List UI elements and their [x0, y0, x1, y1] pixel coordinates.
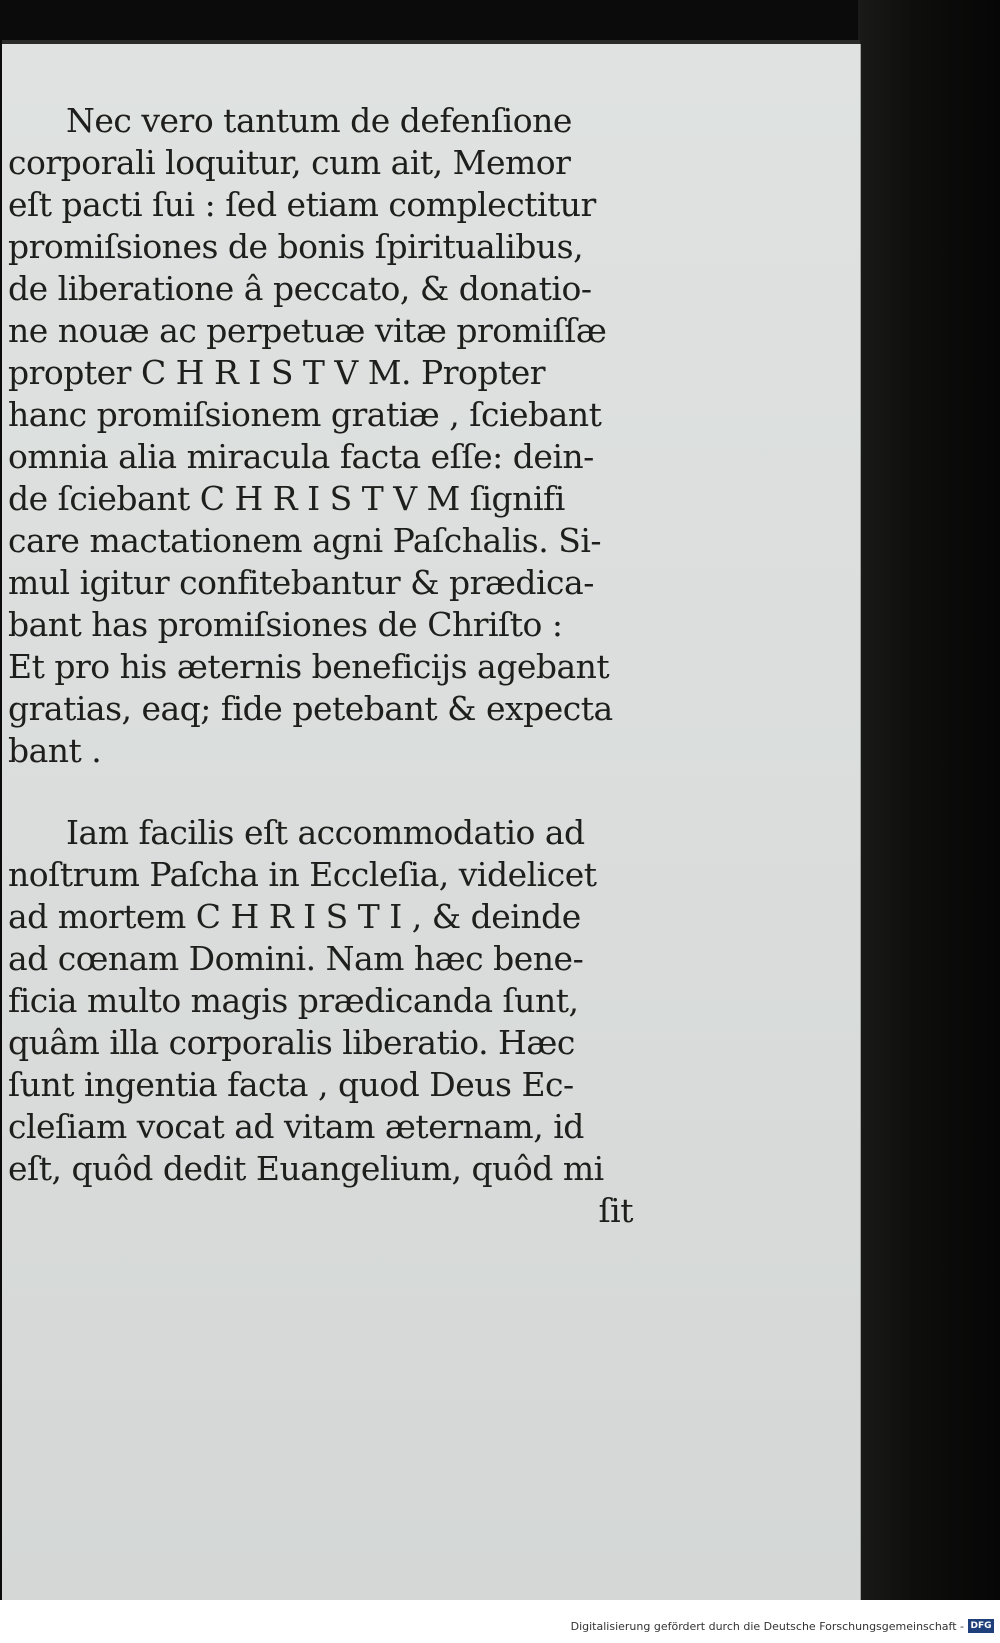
- text-line: corporali loquitur, cum ait, Memor: [8, 143, 571, 182]
- scan-backdrop-right: [858, 0, 1000, 1600]
- digitization-footer: [0, 1600, 1000, 1643]
- text-line: bant has promiſsiones de Chriſto :: [8, 605, 563, 644]
- text-line: ficia multo magis prædicanda ſunt,: [8, 981, 579, 1020]
- text-line: noſtrum Paſcha in Eccleſia, videlicet: [8, 855, 597, 894]
- paragraph-2: [8, 812, 633, 1232]
- text-line: quâm illa corporalis liberatio. Hæc: [8, 1023, 575, 1062]
- text-line: omnia alia miracula facta eſſe: dein-: [8, 437, 594, 476]
- catchword: ſit: [598, 1191, 633, 1230]
- text-line: Et pro his æternis beneficijs agebant: [8, 647, 610, 686]
- dfg-logo-icon: DFG: [968, 1619, 994, 1633]
- text-line: promiſsiones de bonis ſpiritualibus,: [8, 227, 584, 266]
- text-line: propter C H R I S T V M. Propter: [8, 353, 546, 392]
- text-line: ad cœnam Domini. Nam hæc bene-: [8, 939, 584, 978]
- text-line: de liberatione â peccato, & donatio-: [8, 269, 592, 308]
- text-line: gratias, eaq; fide petebant & expecta: [8, 689, 613, 728]
- text-line: mul igitur confitebantur & prædica-: [8, 563, 594, 602]
- text-line: cleſiam vocat ad vitam æternam, id: [8, 1107, 584, 1146]
- text-line: Nec vero tantum de defenſione: [66, 101, 572, 140]
- text-line: eſt pacti ſui : ſed etiam complectitur: [8, 185, 596, 224]
- text-line: eſt, quôd dedit Euangelium, quôd mi: [8, 1149, 604, 1188]
- paragraph-1: [8, 100, 633, 772]
- text-line: Iam facilis eſt accommodatio ad: [66, 813, 585, 852]
- text-line: ſunt ingentia facta , quod Deus Ec-: [8, 1065, 574, 1104]
- text-line: bant .: [8, 731, 102, 770]
- text-line: ad mortem C H R I S T I , & deinde: [8, 897, 581, 936]
- text-line: de ſciebant C H R I S T V M ſignifi: [8, 479, 565, 518]
- funding-credit: Digitalisierung gefördert durch die Deutsche Forschungsgemeinschaft -: [570, 1620, 964, 1633]
- text-line: hanc promiſsionem gratiæ , ſciebant: [8, 395, 602, 434]
- text-line: care mactationem agni Paſchalis. Si-: [8, 521, 602, 560]
- text-line: ne nouæ ac perpetuæ vitæ promiſſæ: [8, 311, 607, 350]
- page-text-block: [8, 100, 633, 1232]
